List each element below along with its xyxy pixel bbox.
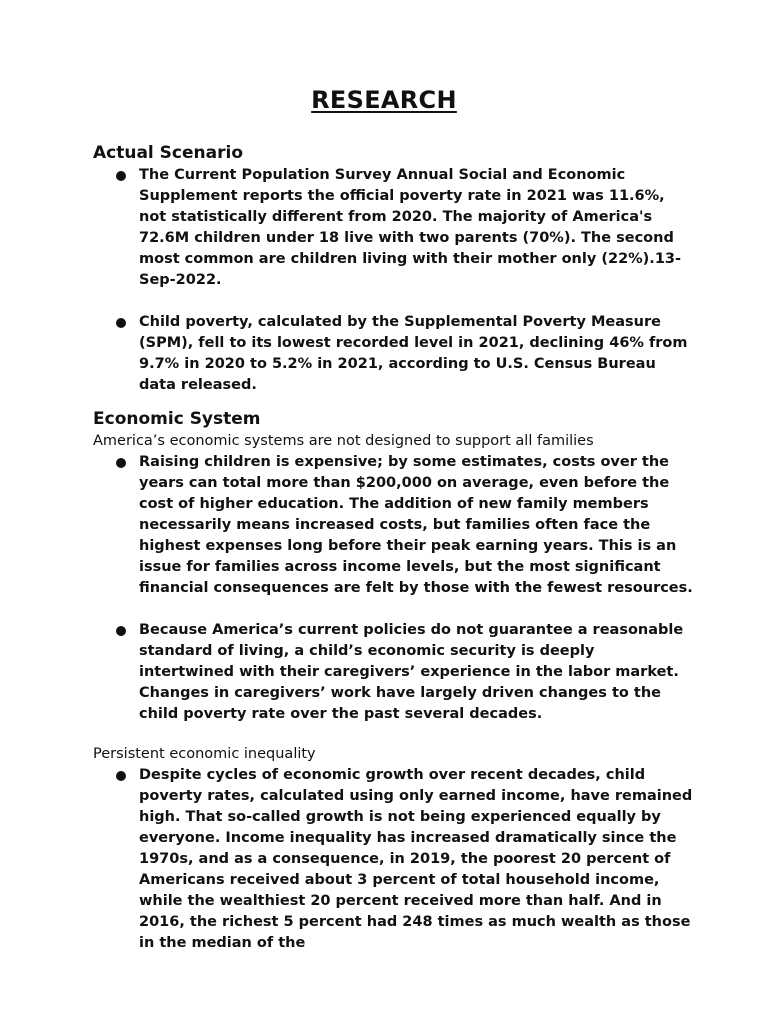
- section-economic-system: [93, 407, 693, 725]
- list-item: [93, 452, 693, 599]
- bullet-text: Despite cycles of economic growth over recent decades, child poverty rates, calculated using only earned income, have remained high. That so-called growth is not being experienced equally by everyone. Income inequality has increased dramatically since the 1970s, and as a consequence, in 2019, the poorest 20 percent of Americans received about 3 percent of total household income, while the wealthiest 20 percent received more than half. And in 2016, the richest 5 percent had 248 times as much wealth as those in the median of the: [139, 767, 693, 951]
- bullet-icon: [116, 771, 126, 781]
- bullet-icon: [116, 458, 126, 468]
- bullet-list-actual-scenario: [93, 165, 693, 396]
- bullet-text: Raising children is expensive; by some estimates, costs over the years can total more than $200,000 on average, even before the cost of higher education. The addition of new family members necessarily means increased costs, but families often face the highest expenses long before their peak earning years. This is an issue for families across income levels, but the most significant financial consequences are felt by those with the fewest resources.: [139, 454, 693, 596]
- list-item: [93, 765, 693, 954]
- bullet-icon: [116, 171, 126, 181]
- section-heading-economic-system: Economic System: [93, 409, 261, 429]
- section-actual-scenario: [93, 141, 693, 396]
- bullet-icon: [116, 626, 126, 636]
- list-item: [93, 165, 693, 291]
- subheading-persistent-inequality: Persistent economic inequality: [93, 746, 316, 762]
- bullet-text: Child poverty, calculated by the Supplemental Poverty Measure (SPM), fell to its lowest recorded level in 2021, declining 46% from 9.7% in 2020 to 5.2% in 2021, according to U.S. Census Bureau data released.: [139, 314, 688, 393]
- list-item: [93, 312, 693, 396]
- section-persistent-inequality: [93, 744, 693, 954]
- bullet-text: Because America’s current policies do not guarantee a reasonable standard of living, a child’s economic security is deeply intertwined with their caregivers’ experience in the labor market. Changes in caregivers’ work have largely driven changes to the child poverty rate over the past several decades.: [139, 622, 684, 722]
- page-title: RESEARCH: [311, 86, 457, 114]
- list-item: [93, 620, 693, 725]
- section-intro: America’s economic systems are not designed to support all families: [93, 433, 594, 449]
- bullet-icon: [116, 318, 126, 328]
- bullet-list-economic-system: [93, 452, 693, 725]
- bullet-list-persistent-inequality: [93, 765, 693, 954]
- document-body: [93, 141, 693, 954]
- section-heading-actual-scenario: Actual Scenario: [93, 143, 243, 163]
- bullet-text: The Current Population Survey Annual Social and Economic Supplement reports the official poverty rate in 2021 was 11.6%, not statistically different from 2020. The majority of America's 72.6M children under 18 live with two parents (70%). The second most common are children living with their mother only (22%).13-Sep-2022.: [139, 167, 682, 288]
